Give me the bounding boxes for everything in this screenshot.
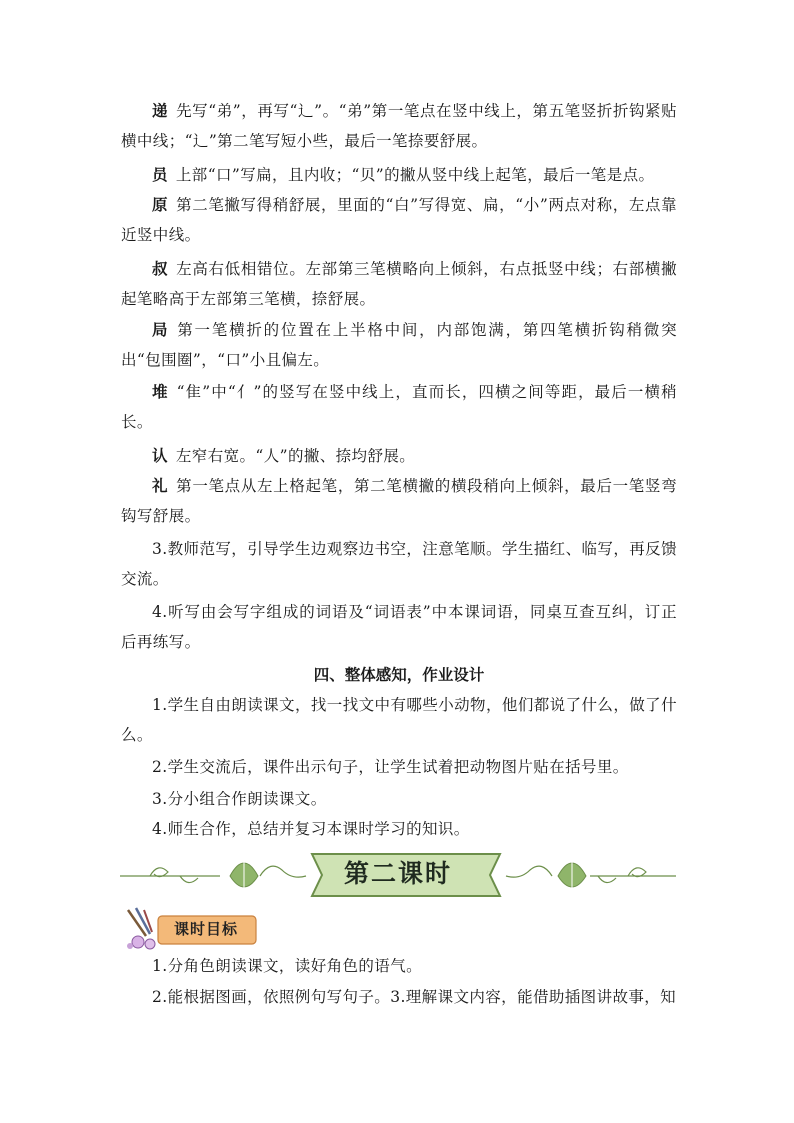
step-4: 4.听写由会写字组成的词语及“词语表”中本课词语，同桌互查互纠，订正后再练写。 xyxy=(121,603,677,651)
stroke-text: 第一笔横折的位置在上半格中间，内部饱满，第四笔横折钩稍微突出“包围圈”，“口”小且偏左。 xyxy=(121,321,677,369)
stroke-note-5 xyxy=(121,315,677,375)
section-item-3: 3.分小组合作朗读课文。 xyxy=(152,790,327,808)
goal-item-1: 1.分角色朗读课文，读好角色的语气。 xyxy=(152,957,422,975)
goals-label: 课时目标 xyxy=(173,920,238,938)
section-item-1: 1.学生自由朗读课文，找一找文中有哪些小动物，他们都说了什么，做了什么。 xyxy=(121,696,677,744)
stroke-text: “隹”中“亻”的竖写在竖中线上，直而长，四横之间等距，最后一横稍长。 xyxy=(121,383,677,431)
section-item-4: 4.师生合作，总结并复习本课时学习的知识。 xyxy=(152,820,470,838)
goal-item-2: 2.能根据图画，依照例句写句子。3.理解课文内容，能借助插图讲故事，知 xyxy=(152,988,677,1006)
vine-icon xyxy=(598,868,646,883)
stroke-char: 堆 xyxy=(152,382,169,401)
section-item-2: 2.学生交流后，课件出示句子，让学生试着把动物图片贴在括号里。 xyxy=(152,758,629,776)
stroke-char: 员 xyxy=(152,165,168,184)
stroke-note-6 xyxy=(121,377,677,437)
stroke-char: 局 xyxy=(152,320,170,339)
stroke-char: 礼 xyxy=(152,476,169,495)
vine-icon xyxy=(506,866,552,877)
vine-icon xyxy=(260,866,306,877)
stroke-text: 第一笔点从左上格起笔，第二笔横撇的横段稍向上倾斜，最后一笔竖弯钩写舒展。 xyxy=(121,477,677,525)
stroke-char: 递 xyxy=(152,101,169,120)
stroke-char: 原 xyxy=(152,195,169,214)
stroke-note-3 xyxy=(121,190,677,250)
stroke-note-1 xyxy=(121,96,677,156)
stroke-note-8 xyxy=(121,471,677,531)
brush-icon xyxy=(127,908,155,949)
stroke-text: 先写“弟”，再写“辶”。“弟”第一笔点在竖中线上，第五笔竖折折钩紧贴横中线；“辶”第二笔写短小些，最后一笔捺要舒展。 xyxy=(121,102,677,150)
stroke-text: 上部“口”写扁，且内收；“贝”的撇从竖中线上起笔，最后一笔是点。 xyxy=(175,166,655,184)
step-3: 3.教师范写，引导学生边观察边书空，注意笔顺。学生描红、临写，再反馈交流。 xyxy=(121,540,677,588)
banner-title: 第二课时 xyxy=(343,859,452,888)
stroke-text: 第二笔撇写得稍舒展，里面的“白”写得宽、扁，“小”两点对称，左点靠近竖中线。 xyxy=(121,196,677,244)
stroke-note-7 xyxy=(121,441,677,471)
stroke-note-4 xyxy=(121,254,677,314)
stroke-text: 左高右低相错位。左部第三笔横略向上倾斜，右点抵竖中线；右部横撇起笔略高于左部第三笔横，捺舒展。 xyxy=(121,260,677,308)
vine-icon xyxy=(150,868,198,883)
stroke-char: 叔 xyxy=(152,259,169,278)
stroke-note-2 xyxy=(121,160,677,190)
section-heading: 四、整体感知，作业设计 xyxy=(313,665,485,684)
stroke-char: 认 xyxy=(152,446,168,465)
stroke-text: 左窄右宽。“人”的撇、捺均舒展。 xyxy=(175,447,416,465)
